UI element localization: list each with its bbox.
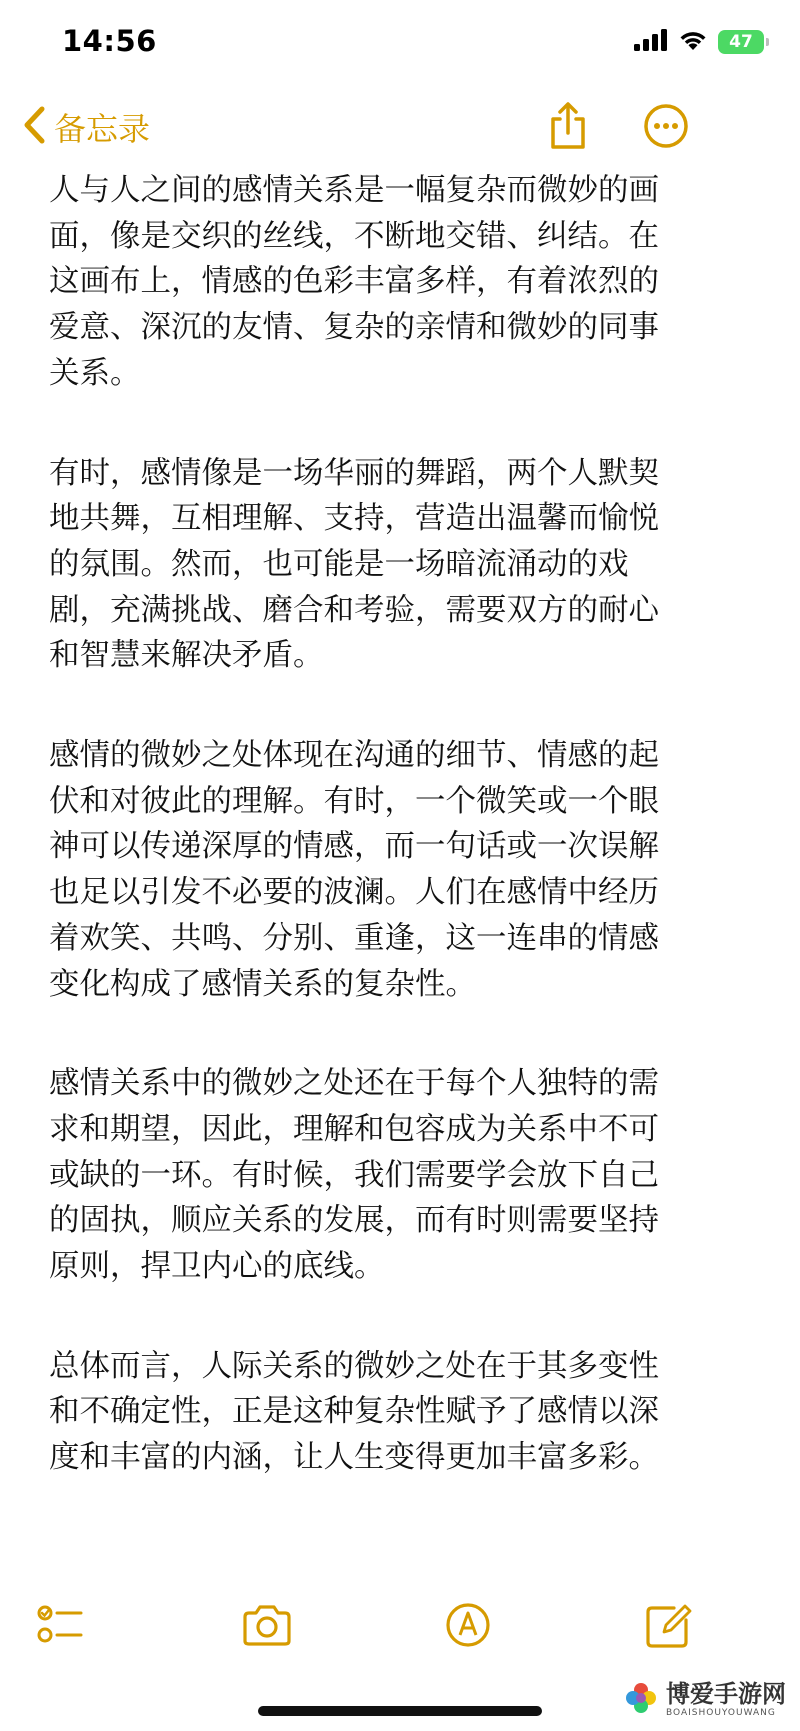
bottom-toolbar	[0, 1595, 800, 1665]
chevron-left-icon	[22, 105, 46, 149]
note-paragraph-2: 有时，感情像是一场华丽的舞蹈，两个人默契 地共舞，互相理解、支持，营造出温馨而愉悦 的氛围。然而，也可能是一场暗流涌动的戏 剧，充满挑战、磨合和考验，需要双方的耐心 和智慧来解决矛盾。	[49, 455, 659, 674]
battery-icon	[718, 30, 764, 54]
note-body[interactable]	[49, 168, 739, 1535]
compose-icon[interactable]	[638, 1595, 698, 1655]
watermark-title: 博爱手游网	[666, 1680, 786, 1708]
checklist-icon[interactable]	[30, 1595, 90, 1655]
note-paragraph-1: 人与人之间的感情关系是一幅复杂而微妙的画 面，像是交织的丝线，不断地交错、纠结。在 这画布上，情感的色彩丰富多样，有着浓烈的 爱意、深沉的友情、复杂的亲情和微妙的同事 关系。	[49, 173, 659, 391]
more-icon[interactable]	[638, 98, 694, 154]
navigation-bar	[0, 92, 800, 162]
back-label: 备忘录	[54, 110, 151, 148]
home-indicator	[258, 1706, 542, 1716]
flower-logo-icon	[624, 1681, 658, 1719]
signal-icon	[634, 29, 668, 55]
status-time: 14:56	[62, 24, 157, 58]
note-paragraph-3: 感情的微妙之处体现在沟通的细节、情感的起 伏和对彼此的理解。有时，一个微笑或一个眼 神可以传递深厚的情感，而一句话或一次误解 也足以引发不必要的波澜。人们在感情中经历 着欢笑、共鸣、分别、重逢，这一连串的情感 变化构成了感情关系的复杂性。	[49, 738, 659, 1002]
status-bar	[0, 0, 800, 90]
markup-icon[interactable]	[438, 1595, 498, 1655]
watermark-subtitle: BOAISHOUYOUWANG	[666, 1708, 776, 1718]
wifi-icon	[678, 29, 708, 55]
note-paragraph-4: 感情关系中的微妙之处还在于每个人独特的需 求和期望，因此，理解和包容成为关系中不可 或缺的一环。有时候，我们需要学会放下自己 的固执，顺应关系的发展，而有时则需要坚持 原则，捍卫内心的底线。	[49, 1066, 659, 1285]
note-paragraph-5: 总体而言，人际关系的微妙之处在于其多变性 和不确定性，正是这种复杂性赋予了感情以深 度和丰富的内涵，让人生变得更加丰富多彩。	[49, 1348, 659, 1476]
watermark	[624, 1681, 786, 1719]
camera-icon[interactable]	[237, 1595, 297, 1655]
status-icons	[634, 28, 764, 56]
back-button[interactable]	[22, 102, 150, 152]
battery-level: 47	[729, 32, 753, 52]
share-icon[interactable]	[540, 98, 596, 154]
